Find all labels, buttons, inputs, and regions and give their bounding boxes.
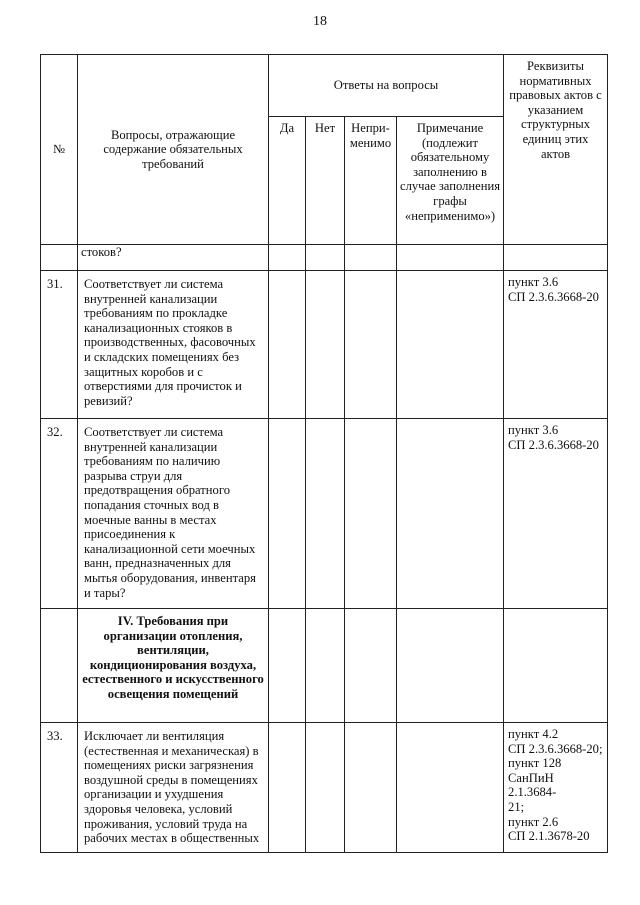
answer-na-cell[interactable] — [345, 245, 397, 271]
answer-yes-cell[interactable] — [269, 271, 306, 419]
table-row — [41, 271, 608, 419]
header-yes: Да — [269, 117, 306, 245]
section-title: IV. Требования при организации отопления, вентиляции, кондиционирования воздуха, естественного и искусственного освещения помещений — [78, 609, 269, 723]
header-questions: Вопросы, отражающие содержание обязательных требований — [78, 55, 269, 245]
header-row-1 — [41, 55, 608, 117]
answer-no-cell[interactable] — [306, 271, 345, 419]
row-refs: пункт 4.2 СП 2.3.6.3668-20; пункт 128 СанПиН 2.1.3684- 21; пункт 2.6 СП 2.1.3678-20 — [504, 723, 608, 853]
row-number: 33. — [41, 723, 78, 853]
answer-no-cell[interactable] — [306, 723, 345, 853]
note-cell[interactable] — [397, 723, 504, 853]
answer-na-cell[interactable] — [345, 723, 397, 853]
answer-no-cell[interactable] — [306, 245, 345, 271]
row-question: Соответствует ли система внутренней канализации требованиям по прокладке канализационных стояков в производственных, фасовочных и складских помещениях без защитных коробов и с отверстиями для прочисток и ревизий? — [78, 271, 269, 419]
section-empty-cell — [306, 609, 345, 723]
section-empty-cell — [269, 609, 306, 723]
refs-cell — [504, 245, 608, 271]
answer-yes-cell[interactable] — [269, 723, 306, 853]
continuation-num-cell — [41, 245, 78, 271]
header-answers: Ответы на вопросы — [269, 55, 504, 117]
header-refs: Реквизиты нормативных правовых актов с указанием структурных единиц этих актов — [504, 55, 608, 245]
answer-na-cell[interactable] — [345, 271, 397, 419]
section-row — [41, 609, 608, 723]
row-number: 31. — [41, 271, 78, 419]
section-num-cell — [41, 609, 78, 723]
row-refs: пункт 3.6 СП 2.3.6.3668-20 — [504, 419, 608, 609]
answer-yes-cell[interactable] — [269, 419, 306, 609]
note-cell[interactable] — [397, 245, 504, 271]
section-empty-cell — [397, 609, 504, 723]
answer-no-cell[interactable] — [306, 419, 345, 609]
header-no: Нет — [306, 117, 345, 245]
checklist-table — [40, 54, 608, 853]
header-note: Примечание (подлежит обязательному заполнению в случае заполнения графы «неприменимо») — [397, 117, 504, 245]
row-number: 32. — [41, 419, 78, 609]
row-question: Соответствует ли система внутренней канализации требованиям по наличию разрыва струи для предотвращения обратного попадания сточных вод в моечные ванны в местах присоединения к канализационной сети моечных ванн, предназначенных для мытья оборудования, инвентаря и тары? — [78, 419, 269, 609]
row-refs: пункт 3.6 СП 2.3.6.3668-20 — [504, 271, 608, 419]
page-number: 18 — [313, 14, 327, 29]
header-not-applicable: Непри- менимо — [345, 117, 397, 245]
table-row — [41, 723, 608, 853]
continuation-text: стоков? — [78, 245, 269, 271]
answer-na-cell[interactable] — [345, 419, 397, 609]
section-empty-cell — [345, 609, 397, 723]
header-num: № — [41, 55, 78, 245]
continuation-row — [41, 245, 608, 271]
note-cell[interactable] — [397, 271, 504, 419]
table-row — [41, 419, 608, 609]
row-question: Исключает ли вентиляция (естественная и механическая) в помещениях риски загрязнения воздушной среды в помещениях организации и ухудшения здоровья человека, условий проживания, условий труда на рабочих местах в общественных — [78, 723, 269, 853]
note-cell[interactable] — [397, 419, 504, 609]
section-empty-cell — [504, 609, 608, 723]
answer-yes-cell[interactable] — [269, 245, 306, 271]
